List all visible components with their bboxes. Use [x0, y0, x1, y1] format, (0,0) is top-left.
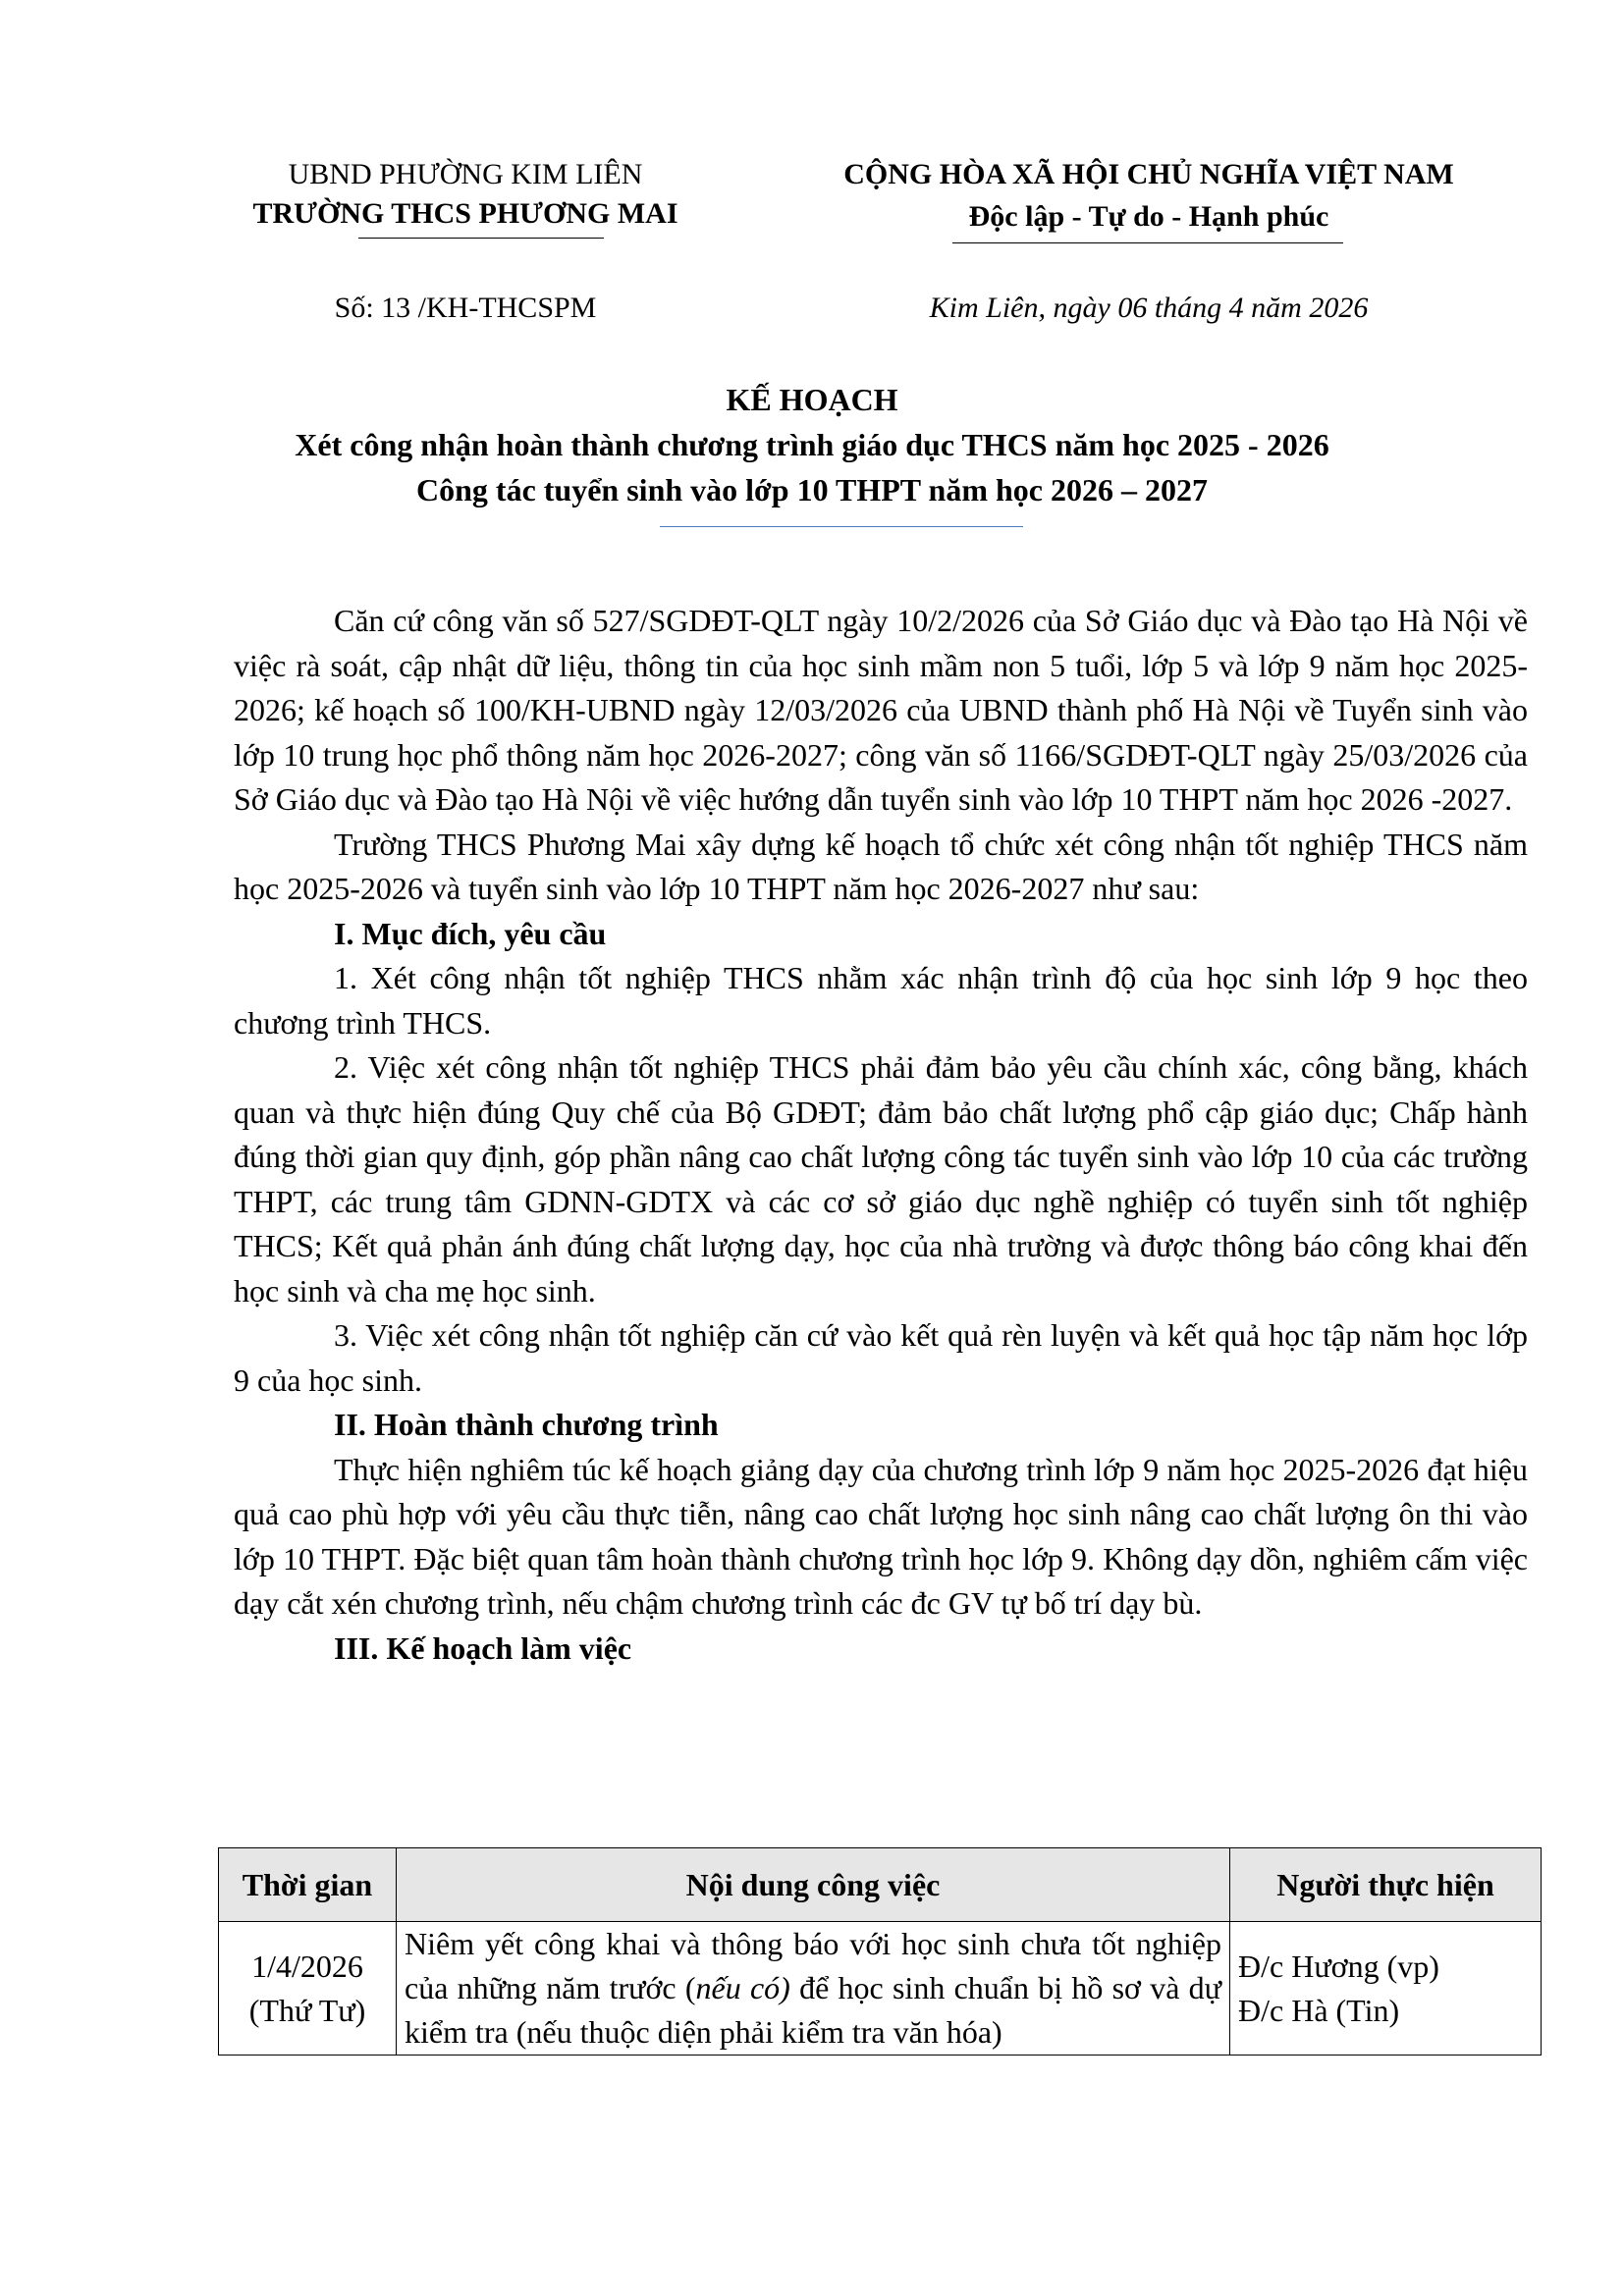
document-subtitle-2: Công tác tuyển sinh vào lớp 10 THPT năm học 2026 – 2027	[416, 472, 1208, 507]
paragraph-purpose-3: 3. Việc xét công nhận tốt nghiệp căn cứ vào kết quả rèn luyện và kết quả học tập năm học lớp 9 của học sinh.	[234, 1317, 1528, 1398]
section-heading-1: I. Mục đích, yêu cầu	[334, 915, 607, 951]
document-body	[234, 599, 1528, 1671]
table-row	[219, 1922, 1542, 2056]
row-weekday: (Thứ Tư)	[248, 1992, 366, 2028]
title-underline	[660, 526, 1023, 527]
cell-time	[219, 1922, 397, 2056]
national-motto: Độc lập - Tự do - Hạnh phúc	[968, 200, 1329, 233]
document-title: KẾ HOẠCH	[726, 382, 898, 417]
agency-name: UBND PHƯỜNG KIM LIÊN	[288, 158, 643, 190]
paragraph-legal-basis: Căn cứ công văn số 527/SGDĐT-QLT ngày 10/2/2026 của Sở Giáo dục và Đào tạo Hà Nội về việc rà soát, cập nhật dữ liệu, thông tin của học sinh mầm non 5 tuổi, lớp 5 và lớp 9 năm học 2025-2026; kế hoạch số 100/KH-UBND ngày 12/03/2026 của UBND thành phố Hà Nội về Tuyển sinh vào lớp 10 trung học phổ thông năm học 2026-2027; công văn số 1166/SGDĐT-QLT ngày 25/03/2026 của Sở Giáo dục và Đào tạo Hà Nội về việc hướng dẫn tuyển sinh vào lớp 10 THPT năm học 2026 -2027.	[234, 603, 1528, 817]
person-2: Đ/c Hà (Tin)	[1238, 1992, 1400, 2028]
paragraph-program: Thực hiện nghiêm túc kế hoạch giảng dạy của chương trình lớp 9 năm học 2025-2026 đạt hiệu quả cao phù hợp với yêu cầu thực tiễn, nâng cao chất lượng học sinh nâng cao chất lượng ôn thi vào lớp 10 THPT. Đặc biệt quan tâm hoàn thành chương trình học lớp 9. Không dạy dồn, nghiêm cấm việc dạy cắt xén chương trình, nếu chậm chương trình các đc GV tự bố trí dạy bù.	[234, 1451, 1528, 1621]
content-text-italic: nếu có)	[695, 1970, 790, 2005]
content-text-1: Niêm yết công khai và thông báo với học sinh chưa tốt nghiệp của những năm trước (	[405, 1926, 1221, 2005]
header-time: Thời gian	[219, 1848, 397, 1922]
content-text-2: để học sinh chuẩn bị hồ sơ và dự kiểm tra (nếu thuộc diện phải kiểm tra văn hóa)	[405, 1970, 1222, 2050]
row-date: 1/4/2026	[251, 1948, 363, 1984]
place-date: Kim Liên, ngày 06 tháng 4 năm 2026	[929, 292, 1369, 324]
document-subtitle-1: Xét công nhận hoàn thành chương trình giáo dục THCS năm học 2025 - 2026	[295, 427, 1329, 462]
cell-person	[1230, 1922, 1542, 2056]
table-header-row	[219, 1848, 1542, 1922]
document-number: Số: 13 /KH-THCSPM	[334, 292, 597, 324]
paragraph-purpose-2: 2. Việc xét công nhận tốt nghiệp THCS phải đảm bảo yêu cầu chính xác, công bằng, khách quan và thực hiện đúng Quy chế của Bộ GDĐT; đảm bảo chất lượng phổ cập giáo dục; Chấp hành đúng thời gian quy định, góp phần nâng cao chất lượng công tác tuyển sinh vào lớp 10 của các trường THPT, các trung tâm GDNN-GDTX và các cơ sở giáo dục nghề nghiệp có tuyển sinh tốt nghiệp THCS; Kết quả phản ánh đúng chất lượng dạy, học của nhà trường và được thông báo công khai đến học sinh và cha mẹ học sinh.	[234, 1049, 1528, 1308]
section-heading-3: III. Kế hoạch làm việc	[334, 1629, 632, 1666]
school-name: TRƯỜNG THCS PHƯƠNG MAI	[252, 197, 678, 230]
paragraph-intro: Trường THCS Phương Mai xây dựng kế hoạch tổ chức xét công nhận tốt nghiệp THCS năm học 2025-2026 và tuyển sinh vào lớp 10 THPT năm học 2026-2027 như sau:	[234, 826, 1528, 906]
national-motto-underline	[952, 242, 1343, 243]
person-1: Đ/c Hương (vp)	[1238, 1948, 1439, 1984]
cell-content	[397, 1922, 1230, 2056]
national-title: CỘNG HÒA XÃ HỘI CHỦ NGHĨA VIỆT NAM	[843, 158, 1454, 190]
header-content: Nội dung công việc	[397, 1848, 1230, 1922]
header-person: Người thực hiện	[1230, 1848, 1542, 1922]
paragraph-purpose-1: 1. Xét công nhận tốt nghiệp THCS nhằm xác nhận trình độ của học sinh lớp 9 học theo chương trình THCS.	[234, 960, 1528, 1041]
work-plan-table	[218, 1847, 1542, 2056]
section-heading-2: II. Hoàn thành chương trình	[334, 1407, 719, 1442]
school-name-underline	[358, 238, 604, 239]
